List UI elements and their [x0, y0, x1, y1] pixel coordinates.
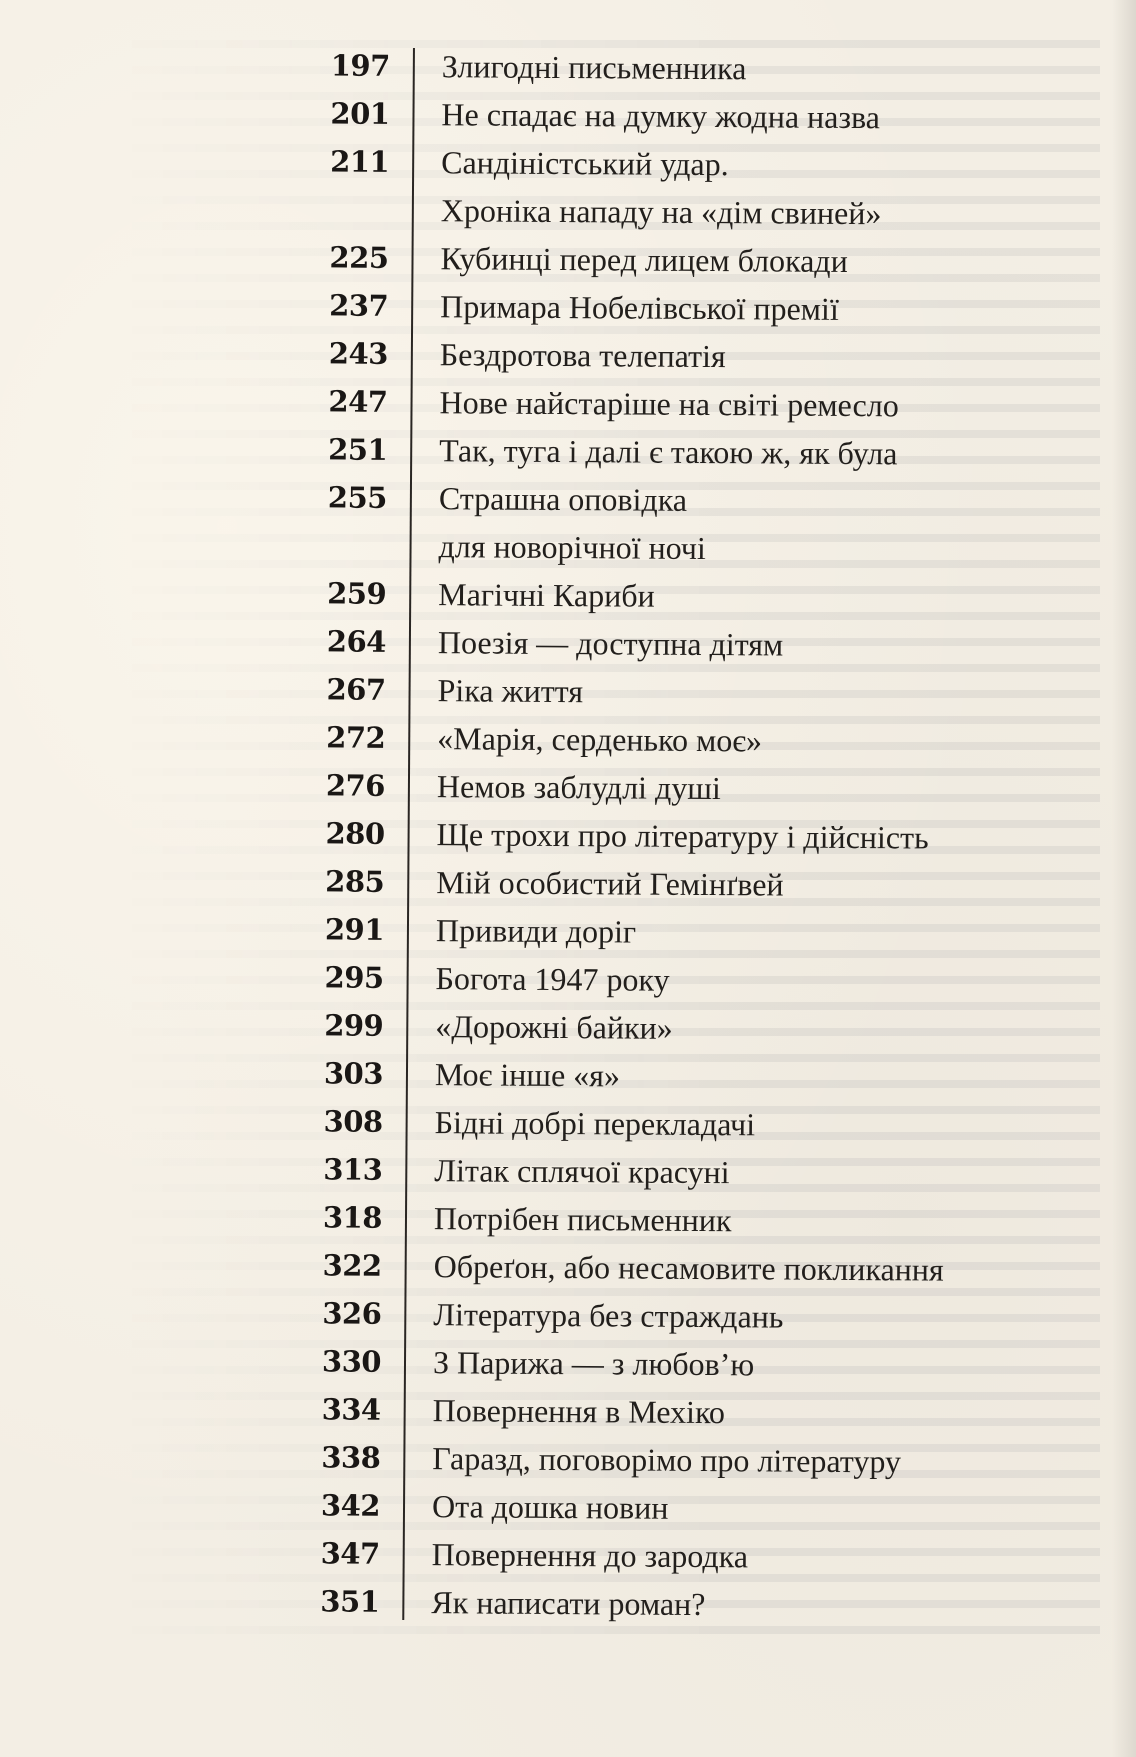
- page-number: 347: [320, 1536, 380, 1571]
- toc-entry: [298, 233, 1098, 286]
- chapter-title: Хроніка нападу на «дім свиней»: [440, 191, 882, 231]
- toc-entry: [293, 1001, 1093, 1054]
- chapter-title: Ріка життя: [437, 671, 584, 709]
- toc-entry: [298, 329, 1098, 382]
- chapter-title: Література без страждань: [433, 1295, 784, 1335]
- page-number: 243: [328, 336, 388, 371]
- page-number: 313: [323, 1152, 383, 1187]
- page-number: 267: [326, 672, 386, 707]
- chapter-title: Нове найстаріше на світі ремесло: [439, 383, 899, 423]
- toc-entry: [291, 1385, 1091, 1438]
- chapter-title: Немов заблудлі душі: [436, 767, 721, 806]
- chapter-title: «Марія, серденько моє»: [437, 719, 763, 758]
- chapter-title: Повернення в Мехіко: [432, 1391, 726, 1430]
- toc-entry: [292, 1193, 1092, 1246]
- chapter-title: Богота 1947 року: [435, 959, 670, 998]
- chapter-title: Кубинці перед лицем блокади: [440, 239, 848, 279]
- toc-entry: [296, 617, 1096, 670]
- table-of-contents: [289, 41, 1100, 1630]
- toc-entry: [291, 1337, 1091, 1390]
- toc-entry: [299, 137, 1099, 190]
- chapter-title: Не спадає на думку жодна назва: [441, 95, 881, 135]
- toc-entry: [290, 1481, 1090, 1534]
- page-number: 247: [328, 384, 388, 419]
- chapter-title: Гаразд, поговорімо про літературу: [432, 1439, 902, 1479]
- chapter-title: Магічні Кариби: [438, 575, 655, 614]
- page-number: 318: [322, 1200, 383, 1235]
- chapter-title: Повернення до зародка: [431, 1535, 749, 1574]
- toc-entry: [292, 1145, 1092, 1198]
- chapter-title: Сандіністський удар.: [441, 143, 729, 182]
- toc-entry: [292, 1097, 1092, 1150]
- toc-entry: [293, 1049, 1093, 1102]
- page-number: 211: [330, 144, 390, 179]
- page-number: 291: [324, 912, 385, 947]
- page-number: 285: [325, 864, 385, 899]
- toc-entry: [295, 761, 1095, 814]
- chapter-title: «Дорожні байки»: [435, 1007, 673, 1046]
- page-number: 295: [324, 960, 384, 995]
- toc-entry: [299, 89, 1099, 142]
- toc-entry: [289, 1577, 1089, 1630]
- chapter-title: Примара Нобелівської премії: [440, 287, 839, 327]
- page-number: 259: [327, 576, 387, 611]
- page-number: 264: [326, 624, 387, 659]
- page-number: 225: [329, 240, 389, 275]
- chapter-title: Обреґон, або несамовите покликання: [433, 1247, 944, 1288]
- toc-entry: [290, 1433, 1090, 1486]
- toc-entry: [294, 905, 1094, 958]
- page-number: 338: [321, 1440, 381, 1475]
- chapter-title: Бездротова телепатія: [439, 335, 726, 374]
- chapter-title: Так, туга і далі є такою ж, як була: [439, 431, 898, 471]
- page-number: 201: [330, 96, 390, 131]
- chapter-title: Страшна оповідка: [438, 479, 688, 518]
- page-number: 197: [330, 48, 390, 83]
- toc-entry: [296, 569, 1096, 622]
- page-number: [297, 545, 387, 546]
- toc-entry: [292, 1241, 1092, 1294]
- toc-entry-continuation: [296, 521, 1096, 574]
- page-number: 334: [321, 1392, 381, 1427]
- page-number: 276: [325, 768, 386, 803]
- chapter-title: для новорічної ночі: [438, 527, 706, 566]
- chapter-title: Злигодні письменника: [441, 47, 747, 86]
- toc-entry: [297, 425, 1097, 478]
- page-number: 237: [329, 288, 389, 323]
- toc-entry: [295, 665, 1095, 718]
- toc-entry: [291, 1289, 1091, 1342]
- chapter-title: Привиди доріг: [435, 911, 637, 950]
- chapter-title: З Парижа — з любов’ю: [432, 1343, 755, 1382]
- page-number: 308: [323, 1104, 383, 1139]
- chapter-title: Бідні добрі перекладачі: [434, 1103, 756, 1142]
- page-number: 299: [324, 1008, 384, 1043]
- toc-entry: [298, 281, 1098, 334]
- toc-entry: [294, 809, 1094, 862]
- chapter-title: Ще трохи про літературу і дійсність: [436, 815, 929, 856]
- page-number: 251: [328, 432, 388, 467]
- chapter-title: Потрібен письменник: [433, 1199, 732, 1238]
- toc-entry: [300, 41, 1100, 94]
- chapter-title: Ота дошка новин: [431, 1487, 669, 1526]
- toc-entry: [294, 857, 1094, 910]
- page-number: 342: [320, 1488, 381, 1523]
- chapter-title: Поезія — доступна дітям: [437, 623, 784, 663]
- page-number: 255: [327, 480, 388, 515]
- toc-entry-continuation: [299, 185, 1099, 238]
- chapter-title: Літак сплячої красуні: [434, 1151, 730, 1190]
- page-number: 272: [326, 720, 386, 755]
- page-number: 303: [323, 1056, 384, 1091]
- page-number: 330: [321, 1344, 382, 1379]
- toc-entry: [293, 953, 1093, 1006]
- page-number: 280: [325, 816, 385, 851]
- page-number: [299, 209, 389, 210]
- chapter-title: Моє інше «я»: [434, 1055, 621, 1093]
- toc-entry: [290, 1529, 1090, 1582]
- page-number: 326: [322, 1296, 382, 1331]
- toc-entry: [297, 377, 1097, 430]
- page-number: 351: [320, 1584, 380, 1619]
- toc-entry: [297, 473, 1097, 526]
- page-number: 322: [322, 1248, 382, 1283]
- chapter-title: Мій особистий Гемінґвей: [436, 863, 784, 903]
- toc-entry: [295, 713, 1095, 766]
- chapter-title: Як написати роман?: [431, 1583, 706, 1622]
